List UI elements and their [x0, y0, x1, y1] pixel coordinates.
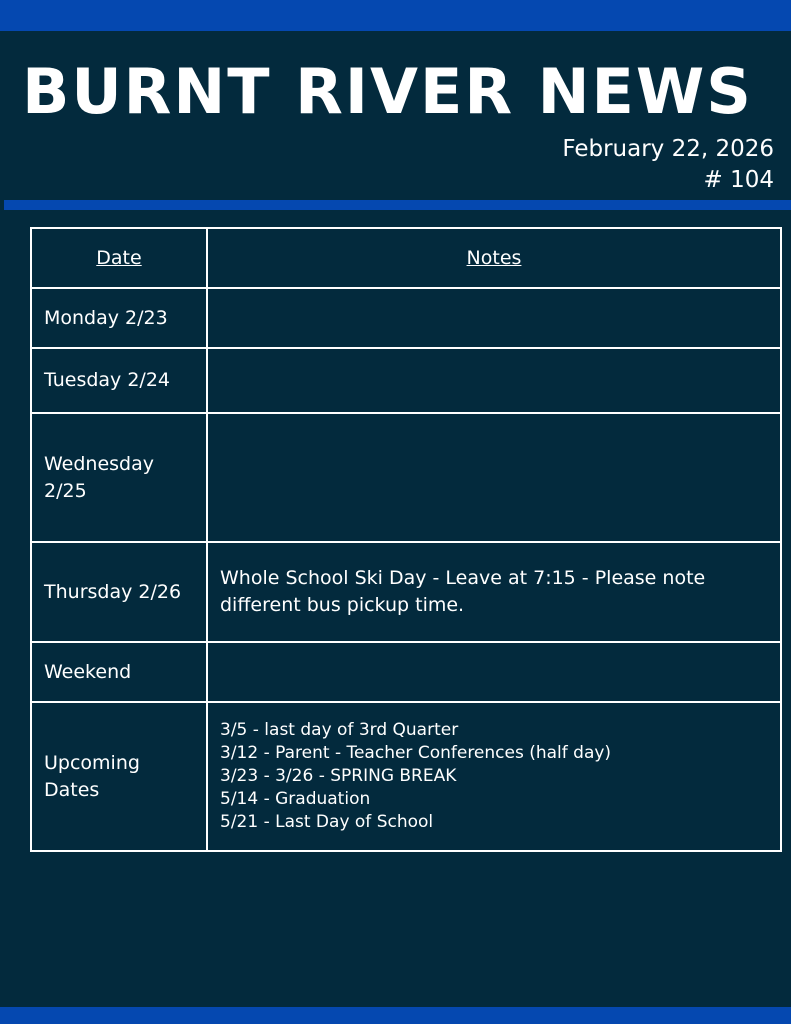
- bottom-accent-bar: [0, 1007, 791, 1024]
- day-cell: Tuesday 2/24: [31, 348, 207, 413]
- day-cell: Monday 2/23: [31, 288, 207, 348]
- top-accent-bar: [0, 0, 791, 31]
- table-row: [31, 348, 781, 413]
- list-item: 5/21 - Last Day of School: [220, 812, 434, 832]
- weekly-schedule-table: [30, 227, 782, 852]
- list-item: 3/23 - 3/26 - SPRING BREAK: [220, 766, 457, 786]
- header-divider: [4, 200, 791, 210]
- day-cell: Thursday 2/26: [31, 542, 207, 642]
- newsletter-date: February 22, 2026: [562, 136, 774, 162]
- note-cell: [207, 413, 781, 542]
- note-cell: [207, 642, 781, 702]
- table-row: [31, 702, 781, 851]
- day-cell: Upcoming Dates: [31, 702, 207, 851]
- date-column-header: Date: [31, 228, 207, 288]
- upcoming-dates-cell: [207, 702, 781, 851]
- day-cell: Wednesday 2/25: [31, 413, 207, 542]
- note-cell: [207, 348, 781, 413]
- table-row: [31, 542, 781, 642]
- table-header-row: [31, 228, 781, 288]
- notes-column-header: Notes: [207, 228, 781, 288]
- note-cell: Whole School Ski Day - Leave at 7:15 - Please note different bus pickup time.: [207, 542, 781, 642]
- day-cell: Weekend: [31, 642, 207, 702]
- newsletter-title: BURNT RIVER NEWS: [22, 55, 753, 128]
- table-row: [31, 413, 781, 542]
- list-item: 3/12 - Parent - Teacher Conferences (half day): [220, 743, 612, 763]
- issue-number: # 104: [703, 167, 774, 193]
- upcoming-dates-list: [220, 719, 768, 834]
- table-row: [31, 642, 781, 702]
- table-row: [31, 288, 781, 348]
- list-item: 5/14 - Graduation: [220, 789, 371, 809]
- note-cell: [207, 288, 781, 348]
- list-item: 3/5 - last day of 3rd Quarter: [220, 720, 459, 740]
